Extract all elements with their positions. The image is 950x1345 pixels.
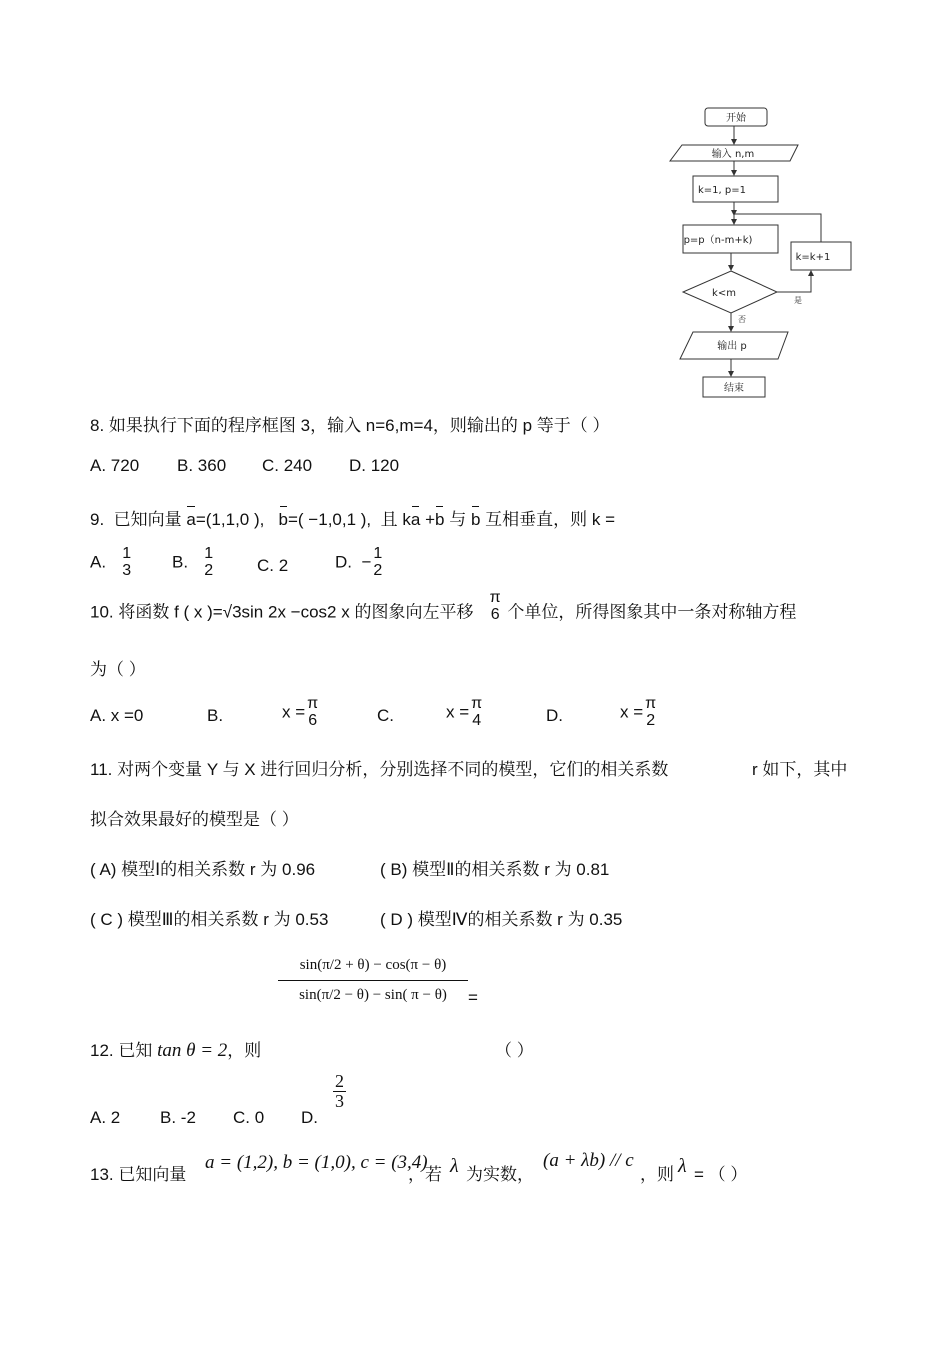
- flow-start-label: 开始: [726, 113, 746, 124]
- q10-option-b-label: B.: [207, 706, 224, 725]
- q13-text-3: ，则: [640, 1165, 674, 1184]
- q10-option-d-label: D.: [546, 706, 563, 725]
- q11-option-b: ( B) 模型Ⅱ的相关系数 r 为 0.81: [380, 860, 610, 879]
- q12-option-b: B. -2: [160, 1108, 196, 1127]
- q13-answer-paren: = （ ）: [694, 1165, 748, 1184]
- q8-option-c: C. 240: [262, 456, 313, 475]
- q13-text-2: 为实数，: [466, 1165, 534, 1184]
- q12-stem: 12. 已知 tan θ = 2，则: [90, 1040, 262, 1061]
- q10-option-b: x = π 6: [282, 695, 319, 729]
- vector-a: a: [186, 510, 196, 529]
- flow-condition-label: k<m: [712, 288, 736, 299]
- flow-calc-label: p=p（n-m+k): [683, 235, 753, 246]
- q13-expression: (a + λb) // c: [543, 1150, 634, 1171]
- q10-option-d: x = π 2: [620, 695, 657, 729]
- q8-option-b: B. 360: [177, 456, 227, 475]
- q12-option-d: D.: [301, 1108, 318, 1127]
- q13-lambda: λ: [450, 1155, 459, 1177]
- q10-stem-line2: 为（ ）: [90, 660, 146, 679]
- q11-option-d: ( D ) 模型Ⅳ的相关系数 r 为 0.35: [380, 910, 623, 929]
- q12-condition: tan θ = 2: [157, 1040, 228, 1061]
- q8-stem: 8. 如果执行下面的程序框图 3，输入 n=6,m=4，则输出的 p 等于（ ）: [90, 416, 610, 435]
- flow-no-label: 否: [738, 315, 746, 324]
- q9-option-d: D. − 1 2: [335, 545, 383, 579]
- q10-option-a: A. x =0: [90, 706, 144, 725]
- flow-yes-label: 是: [794, 296, 802, 305]
- q11-stem-tail: r 如下，其中: [752, 760, 848, 779]
- q12-denominator: sin(π/2 − θ) − sin( π − θ): [299, 987, 447, 1003]
- q9-option-a: A. 1 3: [90, 545, 132, 579]
- q12-numerator: sin(π/2 + θ) − cos(π − θ): [299, 957, 447, 973]
- q8-option-d: D. 120: [349, 456, 400, 475]
- q12-option-d-fraction: $\frac{2}{3}$: [335, 1071, 344, 1111]
- q10-stem: 10. 将函数 f ( x )=√3sin 2x −cos2 x 的图象向左平移 π 6 个单位，所得图象其中一条对称轴方程: [90, 589, 797, 623]
- q13-text-1: ，若: [408, 1165, 442, 1184]
- q9-option-b: B. 1 2: [172, 545, 214, 579]
- flow-output-label: 输出 p: [717, 341, 747, 352]
- flow-input-label: 输入 n,m: [711, 149, 755, 160]
- q12-fraction: [278, 955, 468, 1004]
- q11-stem-line2: 拟合效果最好的模型是（ ）: [90, 810, 299, 829]
- vector-b: b: [278, 510, 288, 529]
- q13-stem: 13. 已知向量: [90, 1165, 187, 1184]
- q12-option-c: C. 0: [233, 1108, 265, 1127]
- flow-increment-label: k=k+1: [795, 252, 831, 263]
- q10-option-c: x = π 4: [446, 695, 483, 729]
- q12-option-a: A. 2: [90, 1108, 121, 1127]
- q8-option-a: A. 720: [90, 456, 140, 475]
- q9-option-c: C. 2: [257, 556, 289, 575]
- flowchart: [660, 98, 875, 403]
- flow-init-label: k=1, p=1: [698, 185, 746, 196]
- q10-option-c-label: C.: [377, 706, 394, 725]
- q11-option-c: ( C ) 模型Ⅲ的相关系数 r 为 0.53: [90, 910, 329, 929]
- q12-equals: =: [468, 988, 478, 1007]
- q9-stem: 9. 已知向量 a=(1,1,0 ), b=( −1,0,1 ), 且 ka +b 与 b 互相垂直，则 k =: [90, 510, 616, 529]
- q12-answer-paren: （ ）: [495, 1041, 534, 1060]
- q11-stem: 11. 对两个变量 Y 与 X 进行回归分析，分别选择不同的模型，它们的相关系数: [90, 760, 669, 779]
- q13-vectors: a = (1,2), b = (1,0), c = (3,4): [205, 1152, 428, 1173]
- q11-option-a: ( A) 模型Ⅰ的相关系数 r 为 0.96: [90, 860, 316, 879]
- flow-end-label: 结束: [724, 383, 744, 394]
- q13-lambda-2: λ: [678, 1155, 687, 1177]
